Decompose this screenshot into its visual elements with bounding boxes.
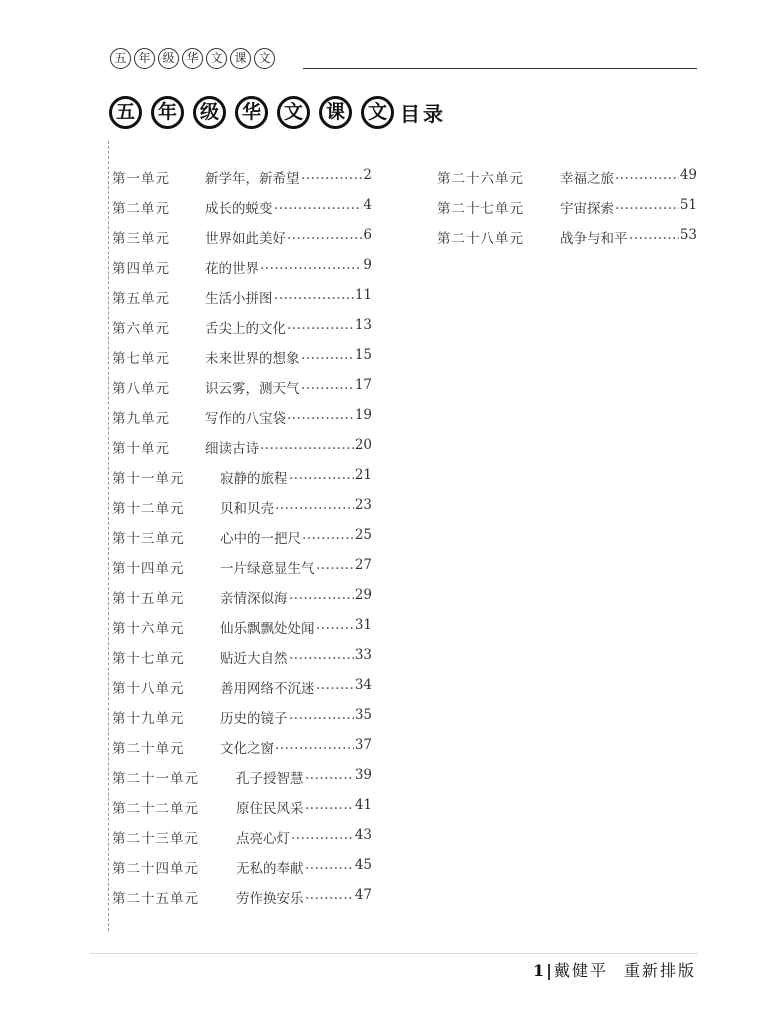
toc-page-number: 21: [354, 467, 372, 483]
toc-unit: 第七单元: [112, 351, 170, 367]
toc-title: 仙乐飘飘处处闻: [220, 621, 315, 637]
toc-entry[interactable]: [112, 730, 372, 760]
toc-leader-dots: [615, 167, 679, 183]
toc-unit: 第二单元: [112, 201, 170, 217]
toc-unit: 第十三单元: [112, 531, 185, 547]
toc-page-number: 47: [354, 887, 372, 903]
toc-entry[interactable]: [437, 190, 697, 220]
toc-leader-dots: [287, 227, 362, 243]
toc-page-number: 29: [354, 587, 372, 603]
toc-title: 贴近大自然: [220, 651, 288, 667]
toc-leader-dots: [289, 707, 354, 723]
header-circled-char: 文: [254, 48, 275, 69]
toc-unit: 第一单元: [112, 171, 170, 187]
toc-leader-dots: [301, 347, 354, 363]
toc-leader-dots: [275, 737, 354, 753]
toc-leader-dots: [287, 317, 354, 333]
toc-title: 舌尖上的文化: [205, 321, 286, 337]
toc-leader-dots: [260, 257, 362, 273]
toc-page-number: 51: [679, 197, 697, 213]
toc-title: 孔子授智慧: [236, 771, 304, 787]
toc-leader-dots: [302, 527, 354, 543]
toc-entry[interactable]: [112, 370, 372, 400]
toc-entry[interactable]: [112, 310, 372, 340]
toc-leader-dots: [287, 407, 354, 423]
toc-page-number: 20: [354, 437, 372, 453]
toc-entry[interactable]: [112, 400, 372, 430]
toc-entry[interactable]: [112, 820, 372, 850]
toc-unit: 第五单元: [112, 291, 170, 307]
toc-title: 新学年，新希望: [205, 171, 300, 187]
toc-unit: 第二十七单元: [437, 201, 524, 217]
toc-page-number: 45: [354, 857, 372, 873]
title-circled-char: 华: [235, 96, 268, 129]
toc-entry[interactable]: [437, 220, 697, 250]
toc-page-number: 15: [354, 347, 372, 363]
page-title: [109, 96, 446, 129]
footer-note: 重新排版: [623, 961, 696, 980]
title-circled-char: 五: [109, 96, 142, 129]
toc-title: 宇宙探索: [560, 201, 614, 217]
toc-leader-dots: [291, 827, 354, 843]
toc-entry[interactable]: [112, 280, 372, 310]
toc-page-number: 35: [354, 707, 372, 723]
toc-unit: 第十六单元: [112, 621, 185, 637]
toc-title: 心中的一把尺: [220, 531, 301, 547]
toc-page-number: 41: [354, 797, 372, 813]
toc-unit: 第十二单元: [112, 501, 185, 517]
toc-unit: 第二十一单元: [112, 771, 199, 787]
toc-leader-dots: [316, 677, 354, 693]
toc-unit: 第九单元: [112, 411, 170, 427]
toc-title: 未来世界的想象: [205, 351, 300, 367]
toc-leader-dots: [305, 797, 354, 813]
toc-entry[interactable]: [112, 190, 372, 220]
toc-unit: 第六单元: [112, 321, 170, 337]
toc-title: 点亮心灯: [236, 831, 290, 847]
toc-page-number: 4: [363, 197, 372, 213]
header-circled-char: 级: [158, 48, 179, 69]
toc-page-number: 27: [354, 557, 372, 573]
toc-title: 寂静的旅程: [220, 471, 288, 487]
toc-leader-dots: [289, 467, 354, 483]
toc-leader-dots: [301, 377, 354, 393]
toc-unit: 第二十八单元: [437, 231, 524, 247]
toc-entry[interactable]: [112, 580, 372, 610]
toc-entry[interactable]: [112, 250, 372, 280]
toc-title: 细读古诗: [205, 441, 259, 457]
footer-author: 戴健平: [553, 961, 608, 980]
toc-entry[interactable]: [112, 460, 372, 490]
header-circled-char: 华: [182, 48, 203, 69]
toc-unit: 第八单元: [112, 381, 170, 397]
footer-separator: |: [546, 961, 552, 980]
toc-entry[interactable]: [112, 640, 372, 670]
footer-rule: [90, 953, 698, 954]
toc-title: 原住民风采: [236, 801, 304, 817]
toc-entry[interactable]: [112, 220, 372, 250]
toc-entry[interactable]: [112, 850, 372, 880]
toc-entry[interactable]: [112, 700, 372, 730]
title-circled-chars: [109, 96, 394, 129]
toc-unit: 第十单元: [112, 441, 170, 457]
toc-title: 一片绿意显生气: [220, 561, 315, 577]
margin-dashed-line: [108, 141, 109, 931]
toc-unit: 第十四单元: [112, 561, 185, 577]
toc-entry[interactable]: [112, 160, 372, 190]
header-circled-char: 文: [206, 48, 227, 69]
toc-page-number: 39: [354, 767, 372, 783]
toc-leader-dots: [274, 287, 354, 303]
header-circled-char: 年: [134, 48, 155, 69]
toc-page-number: 13: [354, 317, 372, 333]
toc-leader-dots: [305, 887, 354, 903]
toc-page-number: 49: [679, 167, 697, 183]
toc-page-number: 43: [354, 827, 372, 843]
toc-page-number: 31: [354, 617, 372, 633]
toc-unit: 第三单元: [112, 231, 170, 247]
toc-title: 贝和贝壳: [220, 501, 274, 517]
toc-unit: 第十九单元: [112, 711, 185, 727]
toc-title: 善用网络不沉迷: [220, 681, 315, 697]
toc-title: 识云雾，测天气: [205, 381, 300, 397]
toc-title: 无私的奉献: [236, 861, 304, 877]
title-circled-char: 年: [151, 96, 184, 129]
toc-entry[interactable]: [112, 790, 372, 820]
toc-entry[interactable]: [112, 520, 372, 550]
toc-title: 战争与和平: [560, 231, 628, 247]
toc-leader-dots: [316, 557, 354, 573]
toc-title: 亲情深似海: [220, 591, 288, 607]
toc-leader-dots: [305, 767, 354, 783]
toc-page-number: 23: [354, 497, 372, 513]
toc-unit: 第十八单元: [112, 681, 185, 697]
toc-entry[interactable]: [112, 550, 372, 580]
toc-entry[interactable]: [112, 430, 372, 460]
running-header: [110, 46, 697, 72]
toc-unit: 第二十二单元: [112, 801, 199, 817]
toc-left-column: [112, 160, 372, 910]
toc-unit: 第十七单元: [112, 651, 185, 667]
toc-leader-dots: [275, 497, 354, 513]
toc-leader-dots: [301, 167, 362, 183]
header-rule: [303, 68, 697, 69]
toc-right-column: [437, 160, 697, 250]
toc-page-number: 34: [354, 677, 372, 693]
toc-page-number: 11: [354, 287, 372, 303]
toc-page-number: 17: [354, 377, 372, 393]
toc-leader-dots: [316, 617, 354, 633]
toc-page-number: 37: [354, 737, 372, 753]
toc-page-number: 6: [363, 227, 372, 243]
toc-entry[interactable]: [437, 160, 697, 190]
toc-entry[interactable]: [112, 490, 372, 520]
title-circled-char: 级: [193, 96, 226, 129]
toc-page-number: 19: [354, 407, 372, 423]
toc-unit: 第二十四单元: [112, 861, 199, 877]
toc-title: 成长的蜕变: [205, 201, 273, 217]
header-circled-char: 五: [110, 48, 131, 69]
title-circled-char: 文: [277, 96, 310, 129]
toc-entry[interactable]: [112, 760, 372, 790]
page-footer: [533, 958, 696, 981]
toc-leader-dots: [629, 227, 679, 243]
toc-unit: 第二十六单元: [437, 171, 524, 187]
toc-page-number: 2: [363, 167, 372, 183]
toc-leader-dots: [289, 587, 354, 603]
toc-page-number: 25: [354, 527, 372, 543]
toc-title: 世界如此美好: [205, 231, 286, 247]
toc-page-number: 53: [679, 227, 697, 243]
footer-page-number: 1: [533, 961, 545, 980]
toc-leader-dots: [260, 437, 354, 453]
title-circled-char: 课: [319, 96, 352, 129]
toc-unit: 第四单元: [112, 261, 170, 277]
toc-entry[interactable]: [112, 880, 372, 910]
toc-page-number: 33: [354, 647, 372, 663]
toc-unit: 第二十三单元: [112, 831, 199, 847]
toc-unit: 第十五单元: [112, 591, 185, 607]
toc-leader-dots: [274, 197, 362, 213]
toc-unit: 第二十五单元: [112, 891, 199, 907]
header-circled-char: 课: [230, 48, 251, 69]
toc-entry[interactable]: [112, 610, 372, 640]
toc-title: 历史的镜子: [220, 711, 288, 727]
toc-entry[interactable]: [112, 670, 372, 700]
toc-title: 幸福之旅: [560, 171, 614, 187]
toc-title: 生活小拼图: [205, 291, 273, 307]
header-circled-title: [110, 48, 275, 69]
toc-page-number: 9: [363, 257, 372, 273]
toc-unit: 第十一单元: [112, 471, 185, 487]
toc-leader-dots: [615, 197, 679, 213]
title-circled-char: 文: [361, 96, 394, 129]
toc-unit: 第二十单元: [112, 741, 185, 757]
toc-title: 劳作换安乐: [236, 891, 304, 907]
toc-leader-dots: [305, 857, 354, 873]
title-suffix: 目录: [400, 102, 446, 126]
toc-entry[interactable]: [112, 340, 372, 370]
toc-title: 文化之窗: [220, 741, 274, 757]
toc-title: 花的世界: [205, 261, 259, 277]
toc-title: 写作的八宝袋: [205, 411, 286, 427]
toc-leader-dots: [289, 647, 354, 663]
